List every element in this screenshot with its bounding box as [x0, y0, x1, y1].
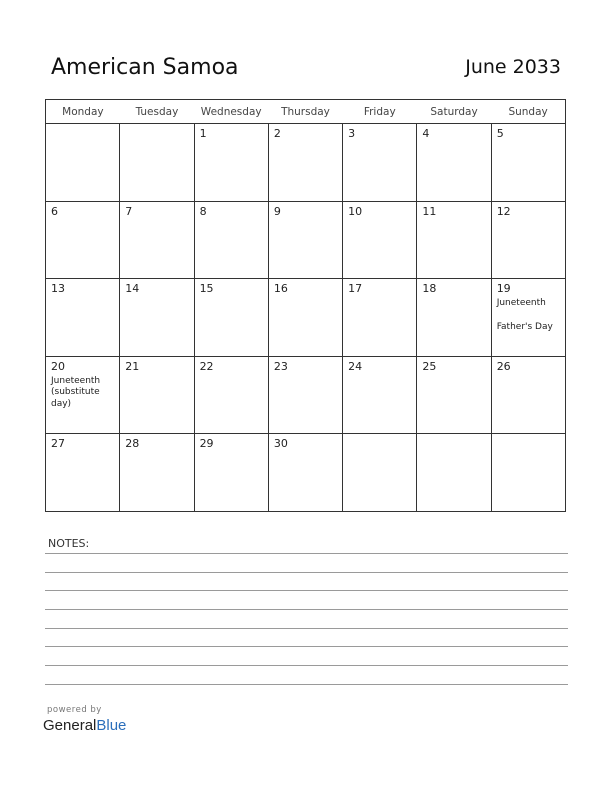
calendar-day-cell — [417, 124, 491, 202]
calendar-day-cell — [46, 201, 120, 279]
calendar-week-row — [46, 124, 566, 202]
day-number: 11 — [422, 204, 437, 218]
calendar-day-cell — [417, 201, 491, 279]
day-number: 14 — [125, 282, 140, 296]
day-number: 2 — [273, 127, 281, 140]
calendar-grid — [45, 99, 566, 512]
calendar-day-cell — [268, 201, 342, 279]
brand-blue: Blue — [96, 717, 127, 734]
calendar-day-cell — [343, 124, 417, 202]
notes-line — [45, 628, 568, 629]
calendar-day-cell — [194, 434, 268, 512]
calendar-day-cell — [120, 124, 194, 202]
calendar-day-cell — [268, 434, 342, 512]
notes-line — [45, 572, 568, 573]
holiday-event: Father's Day — [496, 321, 553, 332]
weekday-thursday: Thursday — [268, 100, 342, 124]
weekday-monday: Monday — [46, 100, 120, 124]
calendar-week-row — [46, 434, 566, 512]
calendar-day-cell — [194, 124, 268, 202]
calendar-day-cell — [268, 124, 342, 202]
calendar-day-cell — [417, 279, 491, 357]
day-number: 30 — [273, 437, 288, 451]
calendar-day-cell — [343, 279, 417, 357]
day-number: 28 — [125, 437, 140, 451]
weekday-header-row — [46, 100, 566, 124]
powered-by-text: powered by — [47, 705, 102, 715]
calendar-day-cell — [194, 356, 268, 434]
weekday-wednesday: Wednesday — [194, 100, 268, 124]
brand-general: General — [43, 717, 97, 734]
calendar-week-row — [46, 201, 566, 279]
day-number: 6 — [51, 204, 58, 218]
day-number: 27 — [51, 437, 65, 451]
day-number: 22 — [199, 359, 214, 373]
day-number: 21 — [125, 359, 140, 373]
notes-line — [45, 665, 568, 666]
weekday-saturday: Saturday — [417, 100, 491, 124]
day-number: 1 — [199, 127, 207, 140]
day-number: 10 — [348, 204, 363, 218]
calendar-country-title: American Samoa — [51, 55, 239, 80]
holiday-event: Juneteenth (substitute day) — [51, 375, 101, 409]
day-number: 24 — [348, 359, 363, 373]
calendar-day-cell — [46, 279, 120, 357]
day-number: 5 — [496, 127, 504, 140]
day-number: 4 — [422, 127, 430, 140]
calendar-week-row — [46, 356, 566, 434]
calendar-day-cell — [268, 279, 342, 357]
calendar-day-cell — [194, 201, 268, 279]
calendar-day-cell — [417, 434, 491, 512]
calendar-day-cell — [491, 201, 565, 279]
day-number: 15 — [199, 282, 214, 296]
calendar-day-cell — [491, 279, 565, 357]
day-number: 29 — [199, 437, 214, 451]
calendar-day-cell — [417, 356, 491, 434]
holiday-event: Juneteenth — [496, 298, 546, 309]
calendar-day-cell — [120, 434, 194, 512]
calendar-day-cell — [491, 124, 565, 202]
day-number: 12 — [496, 204, 511, 218]
day-number: 3 — [348, 127, 356, 140]
calendar-day-cell — [268, 356, 342, 434]
notes-line — [45, 646, 568, 647]
weekday-friday: Friday — [343, 100, 417, 124]
notes-line — [45, 609, 568, 610]
calendar-day-cell — [120, 356, 194, 434]
calendar-day-cell — [46, 434, 120, 512]
notes-line — [45, 684, 568, 685]
calendar-day-cell — [120, 279, 194, 357]
calendar-day-cell — [120, 201, 194, 279]
day-number: 25 — [422, 359, 437, 373]
day-number: 19 — [496, 282, 511, 296]
calendar-day-cell — [491, 434, 565, 512]
weekday-tuesday: Tuesday — [120, 100, 194, 124]
calendar-day-cell — [343, 434, 417, 512]
calendar-week-row — [46, 279, 566, 357]
weekday-sunday: Sunday — [491, 100, 565, 124]
calendar-day-cell — [194, 279, 268, 357]
notes-label: NOTES: — [48, 537, 90, 550]
calendar-weeks — [46, 124, 566, 512]
calendar-day-cell — [491, 356, 565, 434]
day-number: 23 — [273, 359, 288, 373]
day-number: 17 — [348, 282, 363, 296]
notes-line — [45, 553, 568, 554]
day-number: 13 — [51, 282, 65, 296]
day-number: 8 — [199, 204, 207, 218]
day-number: 7 — [125, 204, 133, 218]
calendar-day-cell — [343, 201, 417, 279]
day-number: 26 — [496, 359, 511, 373]
day-number: 9 — [273, 204, 281, 218]
notes-line — [45, 590, 568, 591]
calendar-month-title: June 2033 — [465, 56, 561, 78]
generalblue-logo — [43, 717, 126, 734]
day-number: 20 — [51, 359, 65, 373]
calendar-day-cell — [46, 124, 120, 202]
day-number: 18 — [422, 282, 437, 296]
calendar-day-cell — [46, 356, 120, 434]
day-number: 16 — [273, 282, 288, 296]
calendar-day-cell — [343, 356, 417, 434]
